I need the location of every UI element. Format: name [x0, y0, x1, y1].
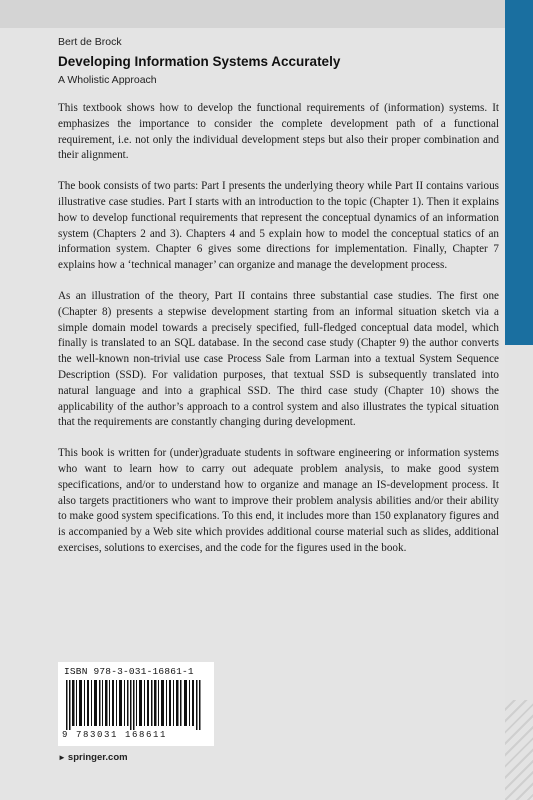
isbn-barcode: [58, 662, 214, 746]
blurb-paragraph-4: This book is written for (under)graduate students in software engineering or information systems who want to learn how to carry out adequate problem analysis, to make good system specifications, and/or to understand how to organize and manage an IS-development process. It also targets practitioners who want to improve their problem analysis abilities and/or their ability to make good system specifications. To this end, it includes more than 150 explanatory figures and is accompanied by a Web site which provides additional course material such as slides, additional exercises, solutions to exercises, and the code for the figures used in the book.: [58, 447, 499, 554]
book-subtitle: A Wholistic Approach: [58, 74, 157, 86]
isbn-label: ISBN 978-3-031-16861-1: [64, 666, 194, 677]
spine-blue-band: [505, 0, 533, 345]
blurb-paragraph-3: As an illustration of the theory, Part II contains three substantial case studies. The first one (Chapter 8) presents a stepwise development starting from an informal situation sketch via a simple domain model towards a precisely specified, full-fledged conceptual data model, which finally is translated to an SQL database. In the second case study (Chapter 9) the author converts the well-known non-trivial use case Process Sale from Larman into a textual System Sequence Description (SSD). For validation purposes, that textual SSD is subsequently translated into natural language and into a graphical SSD. The third case study (Chapter 10) shows the applicability of the author’s approach to a control system and also illustrates the typical situation that the requirements are constantly changing during development.: [58, 289, 499, 429]
publisher-website-label: springer.com: [67, 752, 128, 763]
publisher-website[interactable]: [58, 752, 128, 763]
triangle-arrow-icon: ►: [58, 753, 66, 762]
spine-hatch-pattern: [505, 700, 533, 800]
blurb-text: [58, 101, 499, 572]
blurb-paragraph-1: This textbook shows how to develop the functional requirements of (information) systems. It emphasizes the importance to consider the complete development path of a functional requirement, i.e. not only the individual development steps but also their proper combination and their alignment.: [58, 102, 499, 162]
book-title: Developing Information Systems Accurately: [58, 54, 341, 69]
author-name: Bert de Brock: [58, 36, 122, 48]
top-band: [0, 0, 505, 28]
barcode-digits: 9 783031 168611: [62, 730, 168, 740]
blurb-paragraph-2: The book consists of two parts: Part I presents the underlying theory while Part II contains various illustrative case studies. Part I starts with an introduction to the topic (Chapter 1). Then it explains how to develop functional requirements that represent the conceptual dynamics of an information system (Chapters 2 and 3). Chapters 4 and 5 explain how to model the conceptual statics of an information system. Chapter 6 gives some directions for implementation. Finally, Chapter 7 explains how a ‘technical manager’ can organize and manage the development process.: [58, 180, 499, 272]
barcode-bars: [66, 680, 206, 730]
